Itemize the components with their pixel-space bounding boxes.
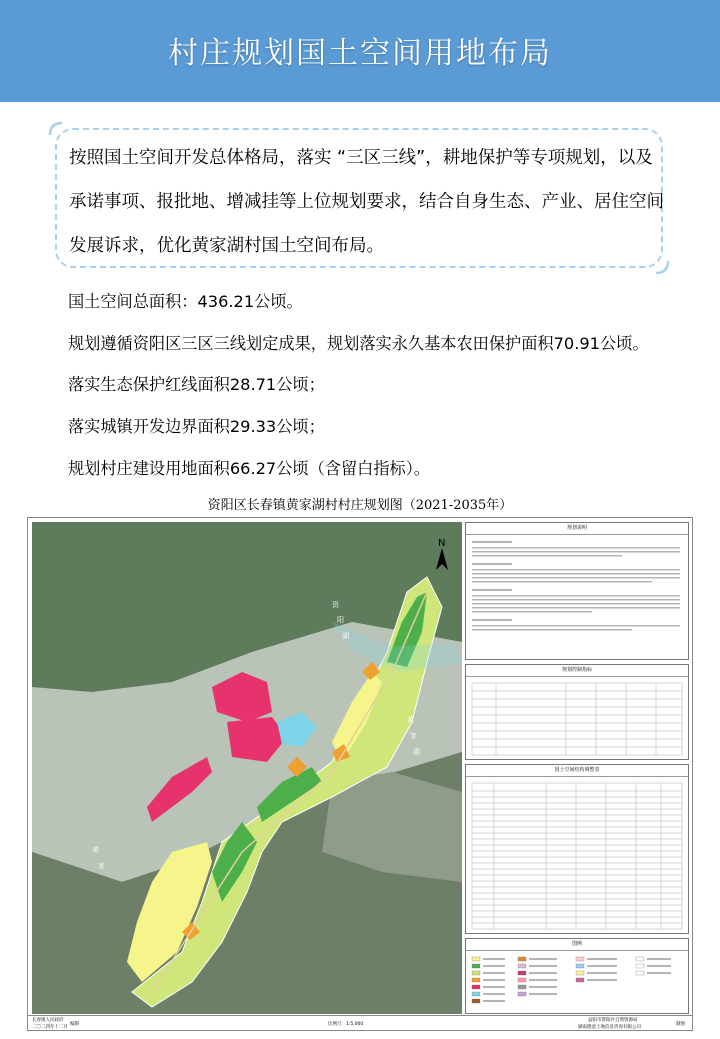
notes-text-placeholder bbox=[466, 535, 688, 659]
water-label: 资 bbox=[332, 601, 339, 609]
planning-notes-box bbox=[465, 522, 689, 660]
stat-construction-land: 规划村庄建设用地面积66.27公顷（含留白指标）。 bbox=[68, 459, 430, 478]
map-title: 资阳区长春镇黄家湖村村庄规划图（2021-2035年） bbox=[207, 498, 513, 513]
planning-map bbox=[27, 517, 693, 1031]
aerial-map bbox=[32, 522, 462, 1014]
water-label: 家 bbox=[410, 732, 417, 740]
page-title: 村庄规划国土空间用地布局 bbox=[168, 36, 552, 71]
stat-farmland: 规划遵循资阳区三区三线划定成果，规划落实永久基本农田保护面积70.91公顷。 bbox=[68, 334, 649, 353]
intro-text: 按照国土空间开发总体格局，落实 “三区三线”，耕地保护等专项规划，以及承诺事项、报批地、增减挂等上位规划要求，结合自身生态、产业、居住空间发展诉求，优化黄家湖村国土空间布局。 bbox=[69, 148, 664, 256]
footer-date: 二〇二四年十二月 bbox=[32, 1025, 68, 1030]
control-index-table bbox=[466, 677, 688, 759]
map-footer bbox=[28, 1015, 692, 1031]
north-label: N bbox=[438, 538, 446, 549]
legend-box bbox=[465, 938, 689, 1014]
footer-right-org-2: 湖南德意土地信息咨询有限公司 bbox=[578, 1025, 641, 1030]
map-scale: 比例尺：1:5,000 bbox=[328, 1022, 364, 1027]
structure-adjustment-box bbox=[465, 764, 689, 934]
land-use-map-graphic bbox=[32, 522, 462, 1014]
water-label: 湖 bbox=[413, 748, 420, 756]
stat-urban-boundary: 落实城镇开发边界面积29.33公顷； bbox=[68, 417, 325, 436]
water-label: 阳 bbox=[337, 616, 344, 624]
panel-header: 规划控制指标 bbox=[466, 665, 688, 677]
structure-adjustment-table bbox=[466, 777, 688, 933]
water-label: 黄 bbox=[407, 716, 414, 724]
water-label: 家 bbox=[98, 862, 105, 870]
map-info-panel bbox=[465, 522, 689, 1014]
footer-right-org-1: 益阳市资阳区自然资源局 bbox=[588, 1018, 638, 1023]
footer-compiled: 编制 bbox=[70, 1022, 79, 1027]
legend-swatches bbox=[466, 951, 688, 1013]
page-header bbox=[0, 0, 720, 102]
water-label: 湖 bbox=[342, 632, 349, 640]
panel-header: 国土空间结构调整表 bbox=[466, 765, 688, 777]
footer-drawn: 制图 bbox=[676, 1022, 685, 1027]
water-label: 黄 bbox=[92, 846, 99, 854]
panel-header: 规划说明 bbox=[466, 523, 688, 535]
corner-decoration-icon bbox=[48, 121, 64, 137]
footer-org: 长春镇人民政府 bbox=[32, 1018, 64, 1023]
control-index-box bbox=[465, 664, 689, 760]
stat-total-area: 国土空间总面积：436.21公顷。 bbox=[68, 292, 303, 311]
intro-note-box bbox=[55, 128, 663, 268]
panel-header: 图例 bbox=[466, 939, 688, 951]
stat-eco-redline: 落实生态保护红线面积28.71公顷； bbox=[68, 375, 325, 394]
